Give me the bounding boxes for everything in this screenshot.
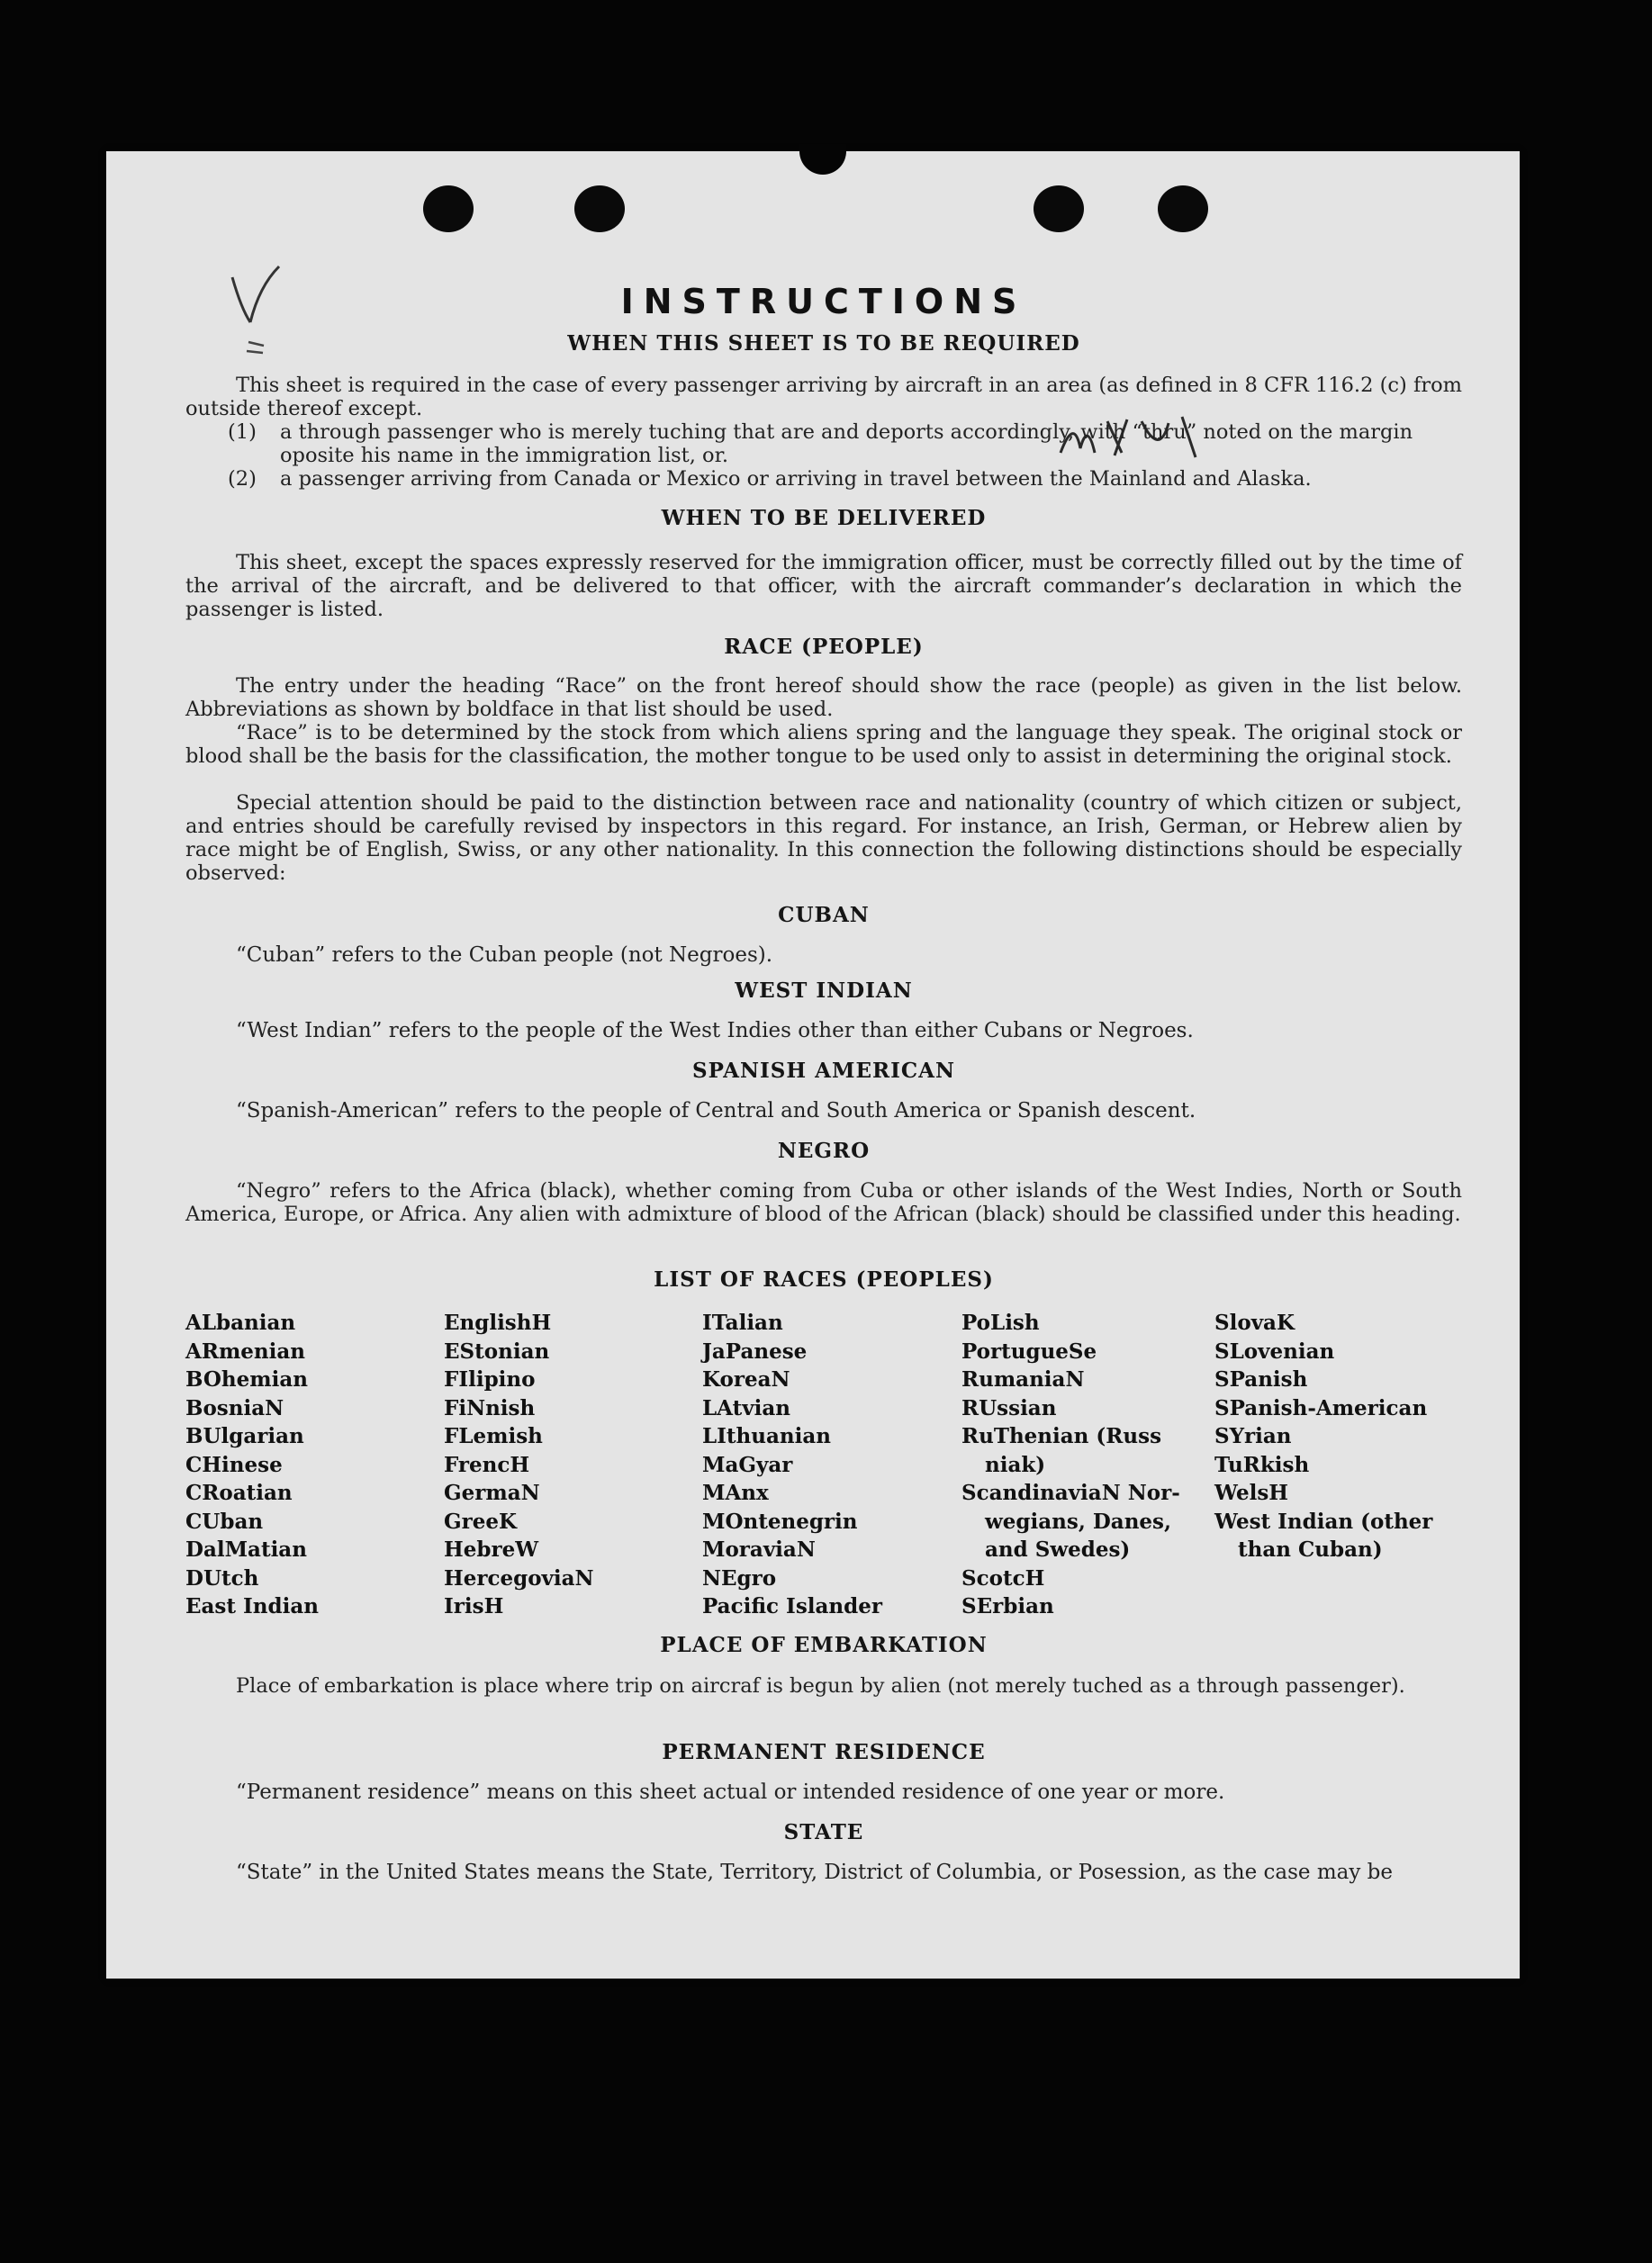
races-column-4	[961, 1309, 1180, 1621]
race-item: TuRkish	[1214, 1452, 1310, 1477]
item-text: a passenger arriving from Canada or Mexico or arriving in travel between the Mainland and Alaska.	[280, 467, 1312, 491]
race-item: EnglishH	[444, 1311, 552, 1335]
race-paragraph-1: The entry under the heading “Race” on the front hereof should show the race (people) as given in the list below. Abbreviations as shown by boldface in that list should be used.	[185, 674, 1462, 721]
race-item: SlovaK	[1214, 1311, 1295, 1335]
race-item: PortugueSe	[961, 1339, 1097, 1364]
embarkation-text: Place of embarkation is place where trip on aircraf is begun by alien (not merely tuched as a through passenger).	[236, 1674, 1405, 1698]
races-column-3	[702, 1309, 882, 1621]
race-item: LAtvian	[702, 1395, 790, 1420]
race-item: GreeK	[444, 1509, 518, 1534]
state-text: “State” in the United States means the State, Territory, District of Columbia, or Posession, as the case may be	[236, 1861, 1393, 1884]
race-item: East Indian	[185, 1594, 319, 1618]
when-required-intro: This sheet is required in the case of every passenger arriving by aircraft in an area (as defined in 8 CFR 116.2 (c) from outside thereof except.	[185, 374, 1462, 420]
sheet-notch	[799, 144, 846, 175]
race-item: ITalian	[702, 1311, 783, 1335]
race-item: DUtch	[185, 1565, 259, 1591]
permanent-residence-text: “Permanent residence” means on this sheet actual or intended residence of one year or more.	[236, 1781, 1225, 1804]
race-item: RUssian	[961, 1395, 1057, 1420]
punch-hole	[423, 185, 474, 232]
races-column-1	[185, 1309, 319, 1621]
section-title-when-delivered: WHEN TO BE DELIVERED	[661, 506, 987, 530]
race-item: and Swedes)	[985, 1537, 1131, 1562]
race-item: KoreaN	[702, 1367, 790, 1392]
race-item: GermaN	[444, 1481, 540, 1505]
race-item: West Indian (other	[1214, 1509, 1433, 1534]
cuban-text: “Cuban” refers to the Cuban people (not Negroes).	[236, 943, 773, 967]
when-required-item-2	[228, 467, 1462, 491]
section-title-spanish-american: SPANISH AMERICAN	[691, 1059, 956, 1083]
race-paragraph-2: “Race” is to be determined by the stock from which aliens spring and the language they speak. The original stock or blood shall be the basis for the classification, the mother tongue to be used only to assist in determining the original stock.	[185, 721, 1462, 768]
race-item: EStonian	[444, 1339, 550, 1364]
race-item: LIthuanian	[702, 1424, 831, 1448]
race-item: SPanish-American	[1214, 1395, 1428, 1420]
race-item: niak)	[985, 1452, 1046, 1477]
section-title-race: RACE (PEOPLE)	[724, 635, 924, 659]
race-item: SLovenian	[1214, 1339, 1335, 1364]
race-item: NEgro	[702, 1565, 777, 1591]
race-item: than Cuban)	[1238, 1537, 1383, 1562]
race-item: FiNnish	[444, 1395, 536, 1420]
race-item: FLemish	[444, 1424, 543, 1448]
race-item: ARmenian	[185, 1339, 306, 1364]
section-title-list-of-races: LIST OF RACES (PEOPLES)	[654, 1267, 994, 1292]
race-item: CRoatian	[185, 1481, 293, 1505]
race-item: SYrian	[1214, 1424, 1292, 1448]
punch-hole	[1158, 185, 1208, 232]
race-item: MaGyar	[702, 1452, 793, 1477]
punch-hole	[574, 185, 625, 232]
race-item: RumaniaN	[961, 1367, 1085, 1392]
race-item: wegians, Danes,	[985, 1509, 1171, 1534]
when-required-item-1	[228, 420, 1462, 467]
race-item: HercegoviaN	[444, 1565, 594, 1591]
race-item: CHinese	[185, 1452, 283, 1477]
section-title-state: STATE	[783, 1820, 864, 1844]
race-item: SPanish	[1214, 1367, 1308, 1392]
section-title-cuban: CUBAN	[778, 903, 870, 927]
race-item: Pacific Islander	[702, 1594, 882, 1618]
negro-text: “Negro” refers to the Africa (black), whether coming from Cuba or other islands of the West Indies, North or South America, Europe, or Africa. Any alien with admixture of blood of the African (black) should be classified under this heading.	[185, 1179, 1462, 1226]
race-item: FrencH	[444, 1452, 530, 1477]
section-title-embarkation: PLACE OF EMBARKATION	[660, 1633, 988, 1657]
race-item: BosniaN	[185, 1395, 284, 1420]
race-item: DalMatian	[185, 1537, 307, 1562]
section-title-negro: NEGRO	[777, 1139, 871, 1163]
race-paragraph-3: Special attention should be paid to the distinction between race and nationality (country of which citizen or subject, and entries should be carefully revised by inspectors in this regard. For instance, an Irish, German, or Hebrew alien by race might be of English, Swiss, or any other nationality. In this connection the following distinctions should be especially observed:	[185, 791, 1462, 885]
race-item: HebreW	[444, 1537, 539, 1562]
section-title-when-required: WHEN THIS SHEET IS TO BE REQUIRED	[567, 331, 1080, 356]
race-item: FIlipino	[444, 1367, 536, 1392]
race-item: JaPanese	[702, 1339, 808, 1364]
item-number: (1)	[228, 420, 257, 444]
punch-hole	[1034, 185, 1084, 232]
when-delivered-text: This sheet, except the spaces expressly reserved for the immigration officer, must be correctly filled out by the time of the arrival of the aircraft, and be delivered to that officer, with the aircraft commander’s declaration in which the passenger is listed.	[185, 551, 1462, 621]
section-title-west-indian: WEST INDIAN	[735, 978, 913, 1003]
race-item: ScandinaviaN Nor-	[961, 1481, 1180, 1505]
race-item: CUban	[185, 1509, 264, 1534]
race-item: SErbian	[961, 1594, 1054, 1618]
race-item: ScotcH	[961, 1565, 1045, 1591]
race-item: MOntenegrin	[702, 1509, 858, 1534]
document-sheet	[106, 151, 1520, 1979]
race-item: WelsH	[1214, 1481, 1289, 1505]
spanish-american-text: “Spanish-American” refers to the people of Central and South America or Spanish descent.	[236, 1099, 1196, 1122]
item-text: a through passenger who is merely tuching that are and deports accordingly, with “thru” noted on the margin oposite his name in the immigration list, or.	[280, 420, 1413, 467]
race-item: BOhemian	[185, 1367, 308, 1392]
race-item: MAnx	[702, 1481, 769, 1505]
section-title-permanent-residence: PERMANENT RESIDENCE	[662, 1740, 986, 1764]
race-item: RuThenian (Russ	[961, 1424, 1162, 1448]
race-item: MoraviaN	[702, 1537, 816, 1562]
race-item: BUlgarian	[185, 1424, 304, 1448]
west-indian-text: “West Indian” refers to the people of the West Indies other than either Cubans or Negroes.	[236, 1019, 1194, 1042]
page-title: INSTRUCTIONS	[620, 282, 1027, 321]
race-item: IrisH	[444, 1594, 504, 1618]
races-column-2	[444, 1309, 594, 1621]
item-number: (2)	[228, 467, 257, 491]
race-item: PoLish	[961, 1311, 1040, 1335]
races-column-5	[1214, 1309, 1432, 1564]
race-item: ALbanian	[185, 1311, 296, 1335]
